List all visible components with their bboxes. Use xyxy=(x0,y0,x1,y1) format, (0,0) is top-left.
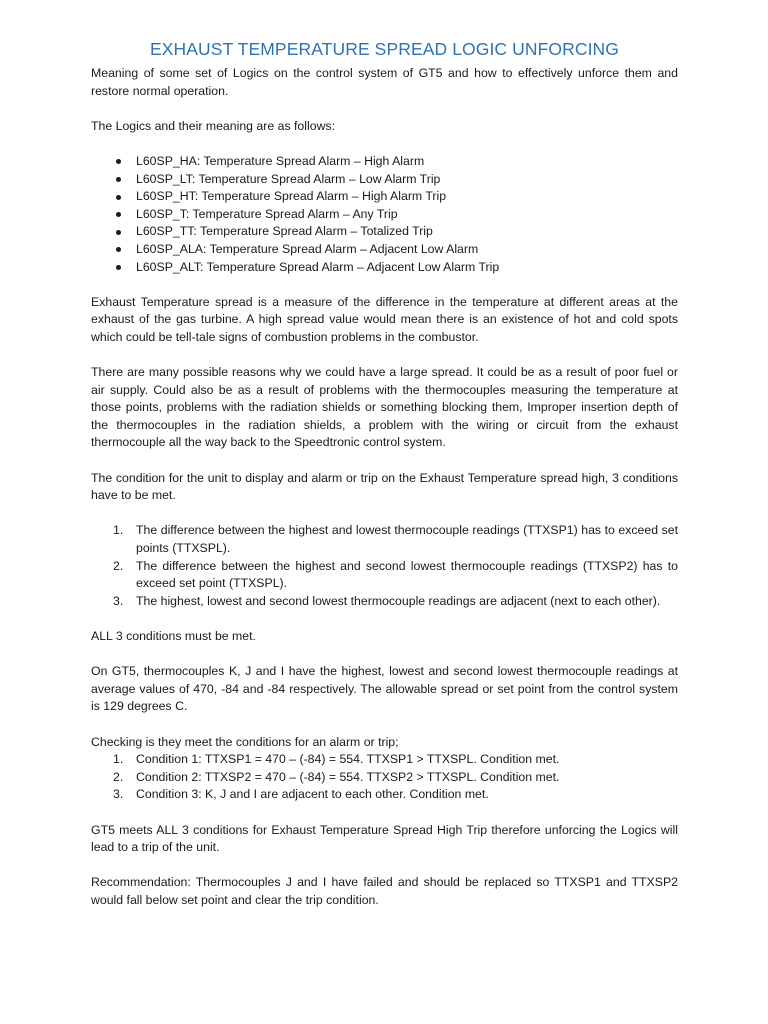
conclusion-paragraph: GT5 meets ALL 3 conditions for Exhaust Temperature Spread High Trip therefore unforcing the Logics will lead to a trip of the unit. xyxy=(91,822,678,855)
spacer xyxy=(91,610,678,628)
check-item xyxy=(91,769,678,787)
check-item xyxy=(91,751,678,769)
intro-paragraph: Meaning of some set of Logics on the control system of GT5 and how to effectively unforce them and restore normal operation. xyxy=(91,66,678,98)
condition-number: 2. xyxy=(113,558,124,573)
spread-definition-paragraph: Exhaust Temperature spread is a measure of the difference in the temperature at different areas at the exhaust of the gas turbine. A high spread value would mean there is an existence of hot and cold spots which could be tell-tale signs of combustion problems in the combustor. xyxy=(91,294,678,344)
check-text: Condition 2: TTXSP2 = 470 – (-84) = 554. TTXSP2 > TTXSPL. Condition met. xyxy=(136,769,560,784)
document-title: EXHAUST TEMPERATURE SPREAD LOGIC UNFORCING xyxy=(150,39,619,59)
condition-text: The difference between the highest and lowest thermocouple readings (TTXSP1) has to exceed set points (TTXSPL). xyxy=(136,523,678,556)
all-conditions-paragraph: ALL 3 conditions must be met. xyxy=(91,629,256,643)
conditions-list xyxy=(91,522,678,610)
spacer xyxy=(91,452,678,470)
spacer xyxy=(91,716,678,734)
check-text: Condition 1: TTXSP1 = 470 – (-84) = 554. TTXSP1 > TTXSPL. Condition met. xyxy=(136,752,560,767)
logic-item: L60SP_TT: Temperature Spread Alarm – Totalized Trip xyxy=(91,223,678,241)
spacer xyxy=(91,347,678,365)
condition-item xyxy=(91,593,678,611)
logic-item: L60SP_ALA: Temperature Spread Alarm – Adjacent Low Alarm xyxy=(91,241,678,259)
logic-item: L60SP_T: Temperature Spread Alarm – Any Trip xyxy=(91,206,678,224)
condition-number: 3. xyxy=(113,593,124,608)
condition-text: The difference between the highest and second lowest thermocouple readings (TTXSP2) has to exceed set point (TTXSPL). xyxy=(136,558,678,591)
check-number: 2. xyxy=(113,769,124,784)
condition-item xyxy=(91,558,678,593)
checks-list xyxy=(91,751,678,804)
condition-number: 1. xyxy=(113,523,124,538)
spacer xyxy=(91,646,678,664)
logics-list xyxy=(91,153,678,276)
condition-item xyxy=(91,522,678,557)
condition-intro-paragraph: The condition for the unit to display and alarm or trip on the Exhaust Temperature spread high, 3 conditions have to be met. xyxy=(91,470,678,503)
check-item xyxy=(91,786,678,804)
recommendation-paragraph: Recommendation: Thermocouples J and I have failed and should be replaced so TTXSP1 and TTXSP2 would fall below set point and clear the trip condition. xyxy=(91,875,678,907)
spacer xyxy=(91,276,678,294)
spacer xyxy=(91,505,678,523)
logic-item: L60SP_HA: Temperature Spread Alarm – High Alarm xyxy=(91,153,678,171)
check-number: 3. xyxy=(113,787,124,802)
spacer xyxy=(91,100,678,118)
spacer xyxy=(91,804,678,822)
document-page xyxy=(91,38,678,910)
check-number: 1. xyxy=(113,752,124,767)
spacer xyxy=(91,135,678,153)
checking-heading: Checking is they meet the conditions for an alarm or trip; xyxy=(91,734,399,749)
reasons-paragraph: There are many possible reasons why we could have a large spread. It could be as a result of poor fuel or air supply. Could also be as a result of problems with the thermocouples measuring the temperature at those points, problems with the radiation shields or something blocking them, Improper insertion depth of the thermocouples in the radiation shields, a problem with the wiring or circuit from the exhaust thermocouple all the way back to the Speedtronic control system. xyxy=(91,365,678,450)
spacer xyxy=(91,857,678,875)
logic-item: L60SP_LT: Temperature Spread Alarm – Low Alarm Trip xyxy=(91,171,678,189)
check-text: Condition 3: K, J and I are adjacent to each other. Condition met. xyxy=(136,787,489,802)
logic-item: L60SP_HT: Temperature Spread Alarm – High Alarm Trip xyxy=(91,188,678,206)
logics-heading: The Logics and their meaning are as follows: xyxy=(91,118,336,133)
condition-text: The highest, lowest and second lowest thermocouple readings are adjacent (next to each other). xyxy=(136,593,661,608)
gt5-readings-paragraph: On GT5, thermocouples K, J and I have the highest, lowest and second lowest thermocouple readings at average values of 470, -84 and -84 respectively. The allowable spread or set point from the control system is 129 degrees C. xyxy=(91,664,678,714)
logic-item: L60SP_ALT: Temperature Spread Alarm – Adjacent Low Alarm Trip xyxy=(91,259,678,277)
